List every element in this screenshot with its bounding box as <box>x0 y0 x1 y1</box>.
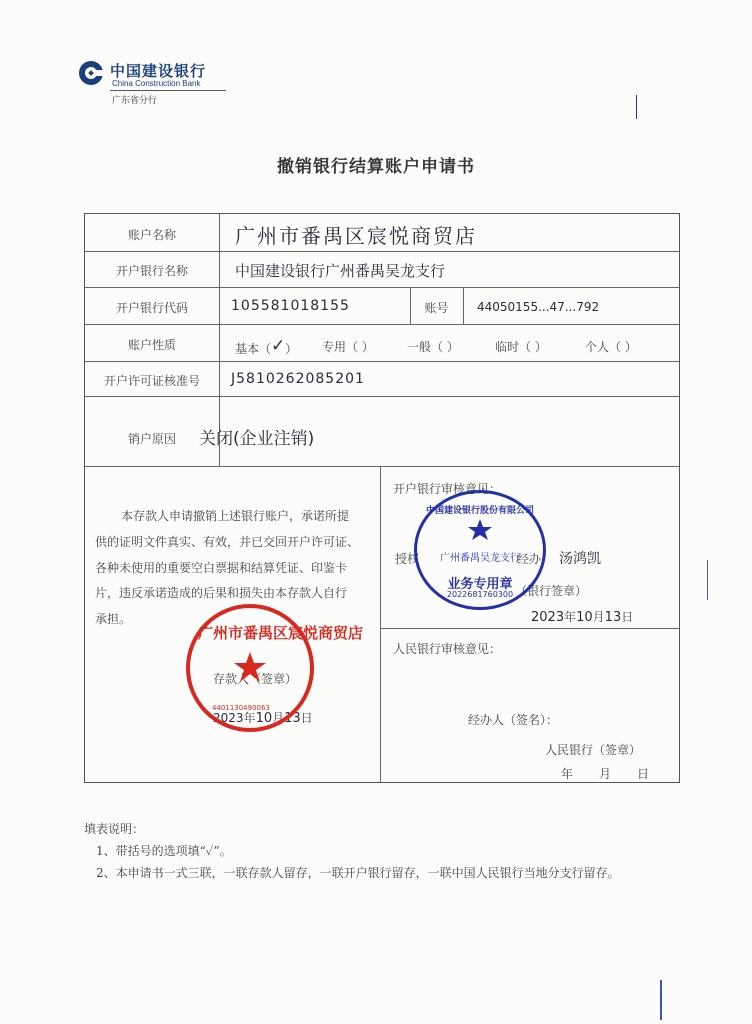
pboc-review-date: 年 月 日 <box>561 767 650 781</box>
bank-review-heading: 开户银行审核意见： <box>393 482 502 496</box>
label-bank-name: 开户银行名称 <box>115 264 188 278</box>
bank-review-date: 2023年10月13日 <box>531 610 634 625</box>
depositor-signature-label: 存款人（签章） <box>213 672 298 686</box>
bank-blue-seal <box>414 490 546 610</box>
bank-branch: 广东省分行 <box>112 96 158 106</box>
red-seal-text: 广州市番禺区宸悦商贸店 <box>198 624 364 642</box>
label-bank-code: 开户银行代码 <box>115 301 188 315</box>
depositor-red-seal <box>186 604 364 732</box>
option-personal: 个人（ ） <box>585 340 637 354</box>
option-temporary: 临时（ ） <box>495 340 547 354</box>
notes-item-1: 1、带括号的选项填“✓”。 <box>96 844 232 858</box>
value-license-no: J5810262085201 <box>231 371 365 387</box>
row-divider <box>380 628 679 629</box>
blue-seal-number: 2022681760300 <box>446 590 514 599</box>
declaration-line: 承担。 <box>95 612 132 626</box>
col-divider <box>380 466 381 782</box>
blue-seal-ring-text: 中国建设银行股份有限公司 <box>425 506 534 516</box>
option-basic: 基本（✓） <box>235 336 298 356</box>
value-reason: 关闭(企业注销) <box>199 429 315 449</box>
scan-mark <box>636 95 637 119</box>
basic-check-mark: ✓ <box>271 336 286 356</box>
value-account-name: 广州市番禺区宸悦商贸店 <box>235 224 477 248</box>
depositor-date: 2023年10月13日 <box>213 711 313 726</box>
scan-mark <box>660 980 662 1020</box>
label-license-no: 开户许可证核准号 <box>103 374 200 388</box>
row-divider <box>85 361 679 362</box>
row-divider <box>85 251 679 252</box>
value-bank-name: 中国建设银行广州番禺吴龙支行 <box>235 262 446 280</box>
option-special: 专用（ ） <box>322 340 374 354</box>
logo-divider <box>110 90 226 91</box>
bank-seal-label: （银行签章） <box>515 584 588 598</box>
pboc-review-heading: 人民银行审核意见： <box>393 642 502 656</box>
value-account-no: 44050155...47...792 <box>477 300 600 314</box>
col-divider <box>463 287 464 324</box>
label-reason: 销户原因 <box>127 432 176 446</box>
row-divider <box>85 396 679 397</box>
bank-authorized-label: 授权 <box>395 552 420 566</box>
form-table <box>84 213 680 783</box>
bank-handler-signature: 汤鸿凯 <box>559 551 601 567</box>
notes-item-2: 2、本申请书一式三联，一联存款人留存，一联开户银行留存，一联中国人民银行当地分支行留存。 <box>96 866 620 880</box>
notes-heading: 填表说明： <box>84 822 145 836</box>
ccb-logo-icon <box>78 60 104 86</box>
declaration-line: 各种未使用的重要空白票据和结算凭证、印鉴卡 <box>95 561 348 575</box>
label-account-no: 账号 <box>424 301 449 315</box>
blue-seal-type: 业务专用章 <box>447 577 513 592</box>
pboc-handler-label: 经办人（签名）： <box>468 713 559 727</box>
row-divider <box>85 466 679 467</box>
bank-handler-label: 经办： <box>517 552 554 566</box>
declaration-line: 本存款人申请撤销上述银行账户，承诺所提 <box>121 509 350 523</box>
bank-name-cn: 中国建设银行 <box>110 62 207 80</box>
option-general: 一般（ ） <box>407 340 459 354</box>
bank-name-en: China Construction Bank <box>112 79 201 88</box>
blue-seal-branch: 广州番禺吴龙支行 <box>440 553 520 564</box>
form-title: 撤销银行结算账户申请书 <box>277 157 475 177</box>
declaration-line: 供的证明文件真实、有效，并已交回开户许可证、 <box>95 535 360 549</box>
declaration-line: 片，违反承诺造成的后果和损失由本存款人自行 <box>95 586 348 600</box>
label-account-type: 账户性质 <box>127 338 176 352</box>
scan-mark <box>707 560 708 600</box>
label-account-name: 账户名称 <box>127 228 176 242</box>
red-seal-number: 4401130490063 <box>212 704 270 712</box>
pboc-seal-label: 人民银行（签章） <box>545 743 642 757</box>
row-divider <box>85 287 679 288</box>
value-bank-code: 105581018155 <box>231 298 350 314</box>
row-divider <box>85 324 679 325</box>
